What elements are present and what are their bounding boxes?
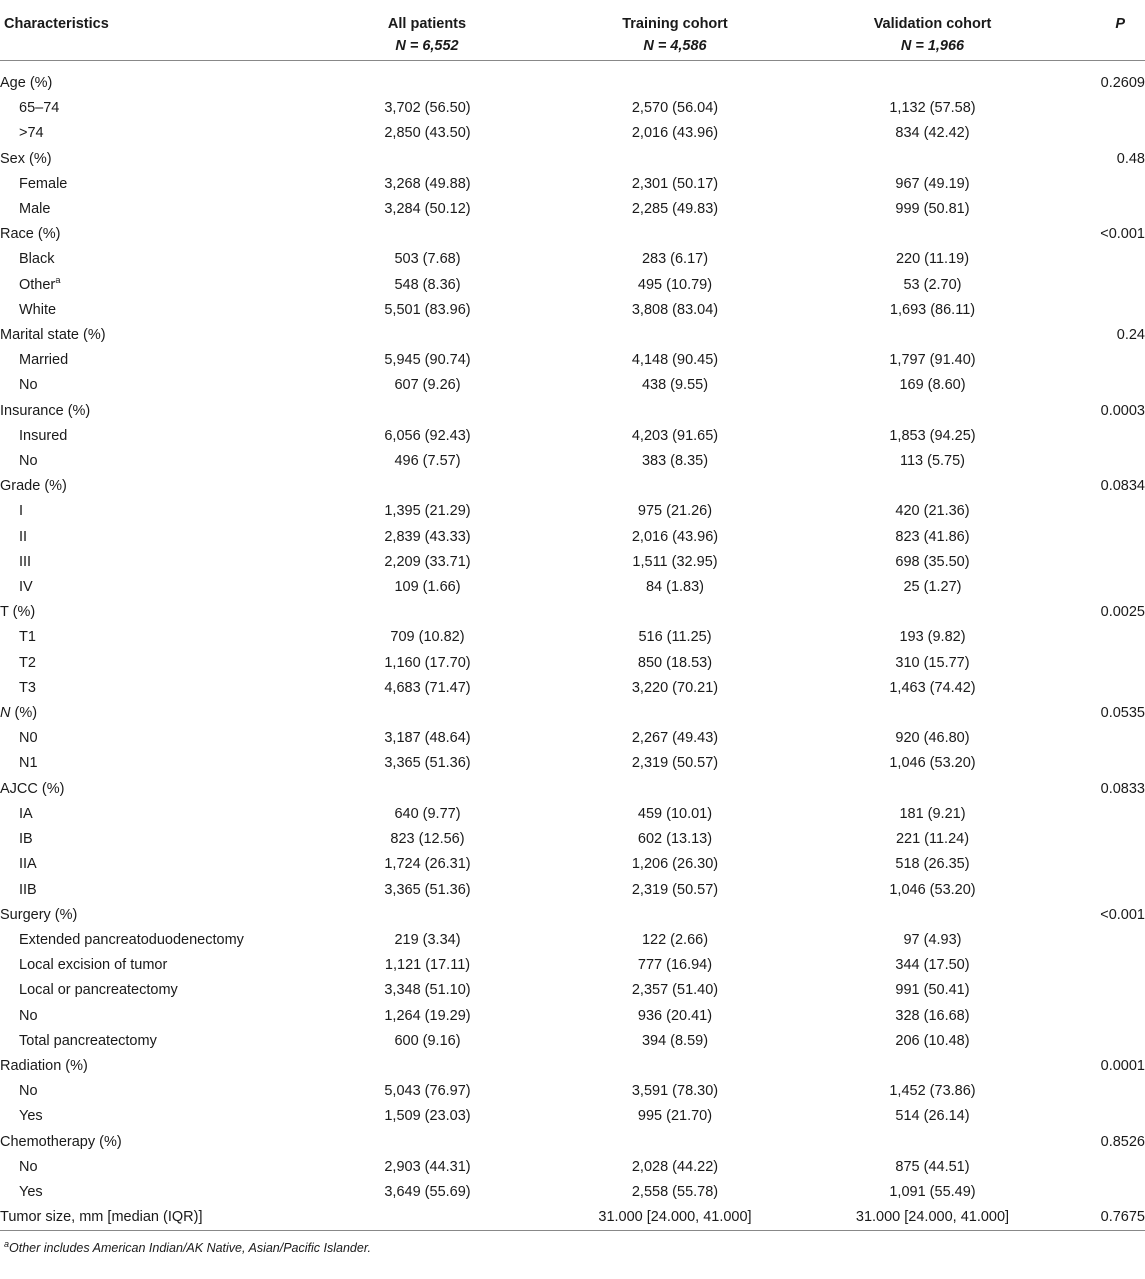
cell-p-value: 0.0833 bbox=[1100, 780, 1145, 797]
cell-training: 3,808 (83.04) bbox=[631, 301, 719, 318]
row-sublabel: II bbox=[19, 528, 28, 545]
row-sublabel: N1 bbox=[19, 755, 38, 772]
row-category-label: Surgery (%) bbox=[0, 906, 78, 923]
cell-all-patients: 548 (8.36) bbox=[394, 276, 461, 293]
row-sublabel: Extended pancreatoduodenectomy bbox=[19, 931, 244, 948]
cell-training: 383 (8.35) bbox=[641, 453, 709, 470]
cell-validation: 1,091 (55.49) bbox=[889, 1183, 976, 1200]
cell-validation: 31.000 [24.000, 41.000] bbox=[805, 1205, 1060, 1231]
row-sublabel: No bbox=[19, 1007, 38, 1024]
table-row bbox=[0, 298, 1145, 323]
cell-validation: 113 (5.75) bbox=[899, 453, 966, 470]
cell-validation bbox=[805, 600, 1060, 625]
cell-training: 283 (6.17) bbox=[641, 251, 709, 268]
row-sublabel: Yes bbox=[19, 1108, 43, 1125]
cell-validation: 999 (50.81) bbox=[895, 201, 970, 218]
cell-training: 4,203 (91.65) bbox=[631, 427, 719, 444]
row-sublabel: IV bbox=[19, 579, 33, 596]
cell-all-patients bbox=[310, 323, 545, 348]
cell-training bbox=[545, 600, 805, 625]
cell-all-patients: 607 (9.26) bbox=[394, 377, 461, 394]
cell-validation bbox=[805, 222, 1060, 247]
row-sublabel: White bbox=[19, 301, 57, 318]
cell-p-value bbox=[1060, 726, 1145, 751]
cell-training: 2,558 (55.78) bbox=[631, 1183, 719, 1200]
cell-validation: 53 (2.70) bbox=[903, 276, 962, 293]
cell-p-value bbox=[1060, 928, 1145, 953]
cell-p-value bbox=[1060, 298, 1145, 323]
cell-p-value: 0.48 bbox=[1116, 150, 1145, 167]
cell-p-value: 0.8526 bbox=[1100, 1133, 1145, 1150]
cell-training: 2,028 (44.22) bbox=[631, 1158, 719, 1175]
header-all-n: N = 6,552 bbox=[310, 32, 545, 61]
cell-training: 850 (18.53) bbox=[637, 654, 713, 671]
cell-all-patients bbox=[310, 147, 545, 172]
cell-all-patients: 219 (3.34) bbox=[394, 931, 461, 948]
cell-p-value bbox=[1060, 499, 1145, 524]
cell-validation: 1,463 (74.42) bbox=[889, 679, 976, 696]
cell-p-value bbox=[1060, 1004, 1145, 1029]
cell-training bbox=[545, 903, 805, 928]
row-sublabel: Other$^a$ bbox=[19, 274, 61, 293]
table-footnote bbox=[0, 1231, 1145, 1255]
row-sublabel: IB bbox=[19, 831, 33, 848]
table-body bbox=[0, 61, 1145, 1231]
table-row bbox=[0, 172, 1145, 197]
table-header bbox=[0, 0, 1145, 61]
table-row bbox=[0, 978, 1145, 1003]
cell-training: 394 (8.59) bbox=[641, 1032, 709, 1049]
row-category-label: AJCC (%) bbox=[0, 780, 65, 797]
cell-p-value: 0.0001 bbox=[1100, 1057, 1145, 1074]
cell-all-patients: 823 (12.56) bbox=[390, 831, 465, 848]
cell-training: 995 (21.70) bbox=[637, 1108, 713, 1125]
cell-validation: 518 (26.35) bbox=[895, 856, 970, 873]
cell-training: 602 (13.13) bbox=[637, 831, 713, 848]
cell-validation bbox=[805, 1054, 1060, 1079]
row-sublabel: Local excision of tumor bbox=[19, 957, 168, 974]
table-row bbox=[0, 928, 1145, 953]
cell-validation: 169 (8.60) bbox=[899, 377, 966, 394]
header-validation-cohort: Validation cohort bbox=[873, 16, 992, 32]
row-category-label: T (%) bbox=[0, 604, 36, 621]
cell-validation: 991 (50.41) bbox=[895, 982, 970, 999]
row-category-label: Grade (%) bbox=[0, 478, 67, 495]
cell-validation: 420 (21.36) bbox=[895, 503, 970, 520]
cell-validation: 1,132 (57.58) bbox=[889, 100, 976, 117]
cell-p-value: 0.0834 bbox=[1100, 478, 1145, 495]
cell-validation: 1,693 (86.11) bbox=[889, 301, 976, 318]
row-sublabel: No bbox=[19, 1158, 38, 1175]
footnote-text: Other includes American Indian/AK Native, Asian/Pacific Islander. bbox=[9, 1241, 371, 1256]
table-row bbox=[0, 550, 1145, 575]
table-row bbox=[0, 1054, 1145, 1079]
row-sublabel: Black bbox=[19, 251, 55, 268]
table-row bbox=[0, 802, 1145, 827]
cell-all-patients: 2,903 (44.31) bbox=[384, 1158, 471, 1175]
cell-training bbox=[545, 474, 805, 499]
header-training-n: N = 4,586 bbox=[545, 32, 805, 61]
cell-validation: 834 (42.42) bbox=[895, 125, 970, 142]
cell-p-value bbox=[1060, 676, 1145, 701]
cell-training: 438 (9.55) bbox=[641, 377, 709, 394]
cell-validation: 328 (16.68) bbox=[895, 1007, 970, 1024]
cell-training: 2,285 (49.83) bbox=[631, 201, 719, 218]
row-sublabel: IIB bbox=[19, 881, 37, 898]
cell-training bbox=[545, 399, 805, 424]
header-p-value: P bbox=[1115, 16, 1125, 32]
cell-all-patients bbox=[310, 600, 545, 625]
cell-all-patients bbox=[310, 1205, 545, 1231]
table-row bbox=[0, 121, 1145, 146]
table-row bbox=[0, 197, 1145, 222]
cell-all-patients: 2,850 (43.50) bbox=[384, 125, 471, 142]
cell-p-value bbox=[1060, 802, 1145, 827]
table-row bbox=[0, 247, 1145, 272]
table-row bbox=[0, 1004, 1145, 1029]
cell-training: 777 (16.94) bbox=[637, 957, 713, 974]
table-row bbox=[0, 348, 1145, 373]
cell-training: 495 (10.79) bbox=[637, 276, 713, 293]
cell-p-value bbox=[1060, 651, 1145, 676]
table-row bbox=[0, 651, 1145, 676]
cell-training: 2,016 (43.96) bbox=[631, 125, 719, 142]
row-category-label: Chemotherapy (%) bbox=[0, 1133, 122, 1150]
cell-training: 2,301 (50.17) bbox=[631, 175, 719, 192]
row-category-label: Insurance (%) bbox=[0, 402, 91, 419]
row-category-label: Radiation (%) bbox=[0, 1057, 88, 1074]
cell-all-patients: 3,649 (55.69) bbox=[384, 1183, 471, 1200]
row-sublabel: >74 bbox=[19, 125, 44, 142]
row-sublabel: Insured bbox=[19, 427, 68, 444]
cell-training: 2,319 (50.57) bbox=[631, 755, 719, 772]
table-row bbox=[0, 1155, 1145, 1180]
table-row bbox=[0, 373, 1145, 398]
table-row bbox=[0, 474, 1145, 499]
row-sublabel: No bbox=[19, 453, 38, 470]
table-row bbox=[0, 852, 1145, 877]
cell-p-value bbox=[1060, 625, 1145, 650]
cell-validation bbox=[805, 323, 1060, 348]
cell-all-patients: 3,702 (56.50) bbox=[384, 100, 471, 117]
cell-p-value bbox=[1060, 827, 1145, 852]
cell-validation bbox=[805, 147, 1060, 172]
cell-all-patients: 1,264 (19.29) bbox=[384, 1007, 471, 1024]
cell-p-value bbox=[1060, 1180, 1145, 1205]
cell-training: 2,267 (49.43) bbox=[631, 730, 719, 747]
row-sublabel: Total pancreatectomy bbox=[19, 1032, 157, 1049]
cell-p-value bbox=[1060, 348, 1145, 373]
cell-validation bbox=[805, 701, 1060, 726]
cell-all-patients: 496 (7.57) bbox=[394, 453, 461, 470]
row-sublabel: Male bbox=[19, 201, 51, 218]
cell-p-value bbox=[1060, 575, 1145, 600]
cell-validation: 823 (41.86) bbox=[895, 528, 970, 545]
cell-training bbox=[545, 71, 805, 96]
cell-validation: 920 (46.80) bbox=[895, 730, 970, 747]
cell-validation bbox=[805, 777, 1060, 802]
cell-p-value: <0.001 bbox=[1100, 906, 1145, 923]
table-row bbox=[0, 827, 1145, 852]
footnote-mark: a bbox=[4, 1239, 10, 1250]
cell-training: 2,016 (43.96) bbox=[631, 528, 719, 545]
table-row bbox=[0, 96, 1145, 121]
cell-all-patients: 1,724 (26.31) bbox=[384, 856, 471, 873]
cell-p-value bbox=[1060, 751, 1145, 776]
cell-p-value bbox=[1060, 1079, 1145, 1104]
row-sublabel: I bbox=[19, 503, 24, 520]
cell-validation: 310 (15.77) bbox=[895, 654, 970, 671]
cell-validation: 97 (4.93) bbox=[903, 931, 962, 948]
row-category-label: Age (%) bbox=[0, 75, 53, 91]
cell-training: 2,357 (51.40) bbox=[631, 982, 719, 999]
table-row bbox=[0, 777, 1145, 802]
cell-all-patients: 109 (1.66) bbox=[394, 579, 461, 596]
cell-all-patients: 3,365 (51.36) bbox=[384, 755, 471, 772]
header-characteristics: Characteristics bbox=[4, 16, 109, 32]
cell-validation: 25 (1.27) bbox=[903, 579, 962, 596]
cell-p-value: 0.0003 bbox=[1100, 402, 1145, 419]
cell-validation: 193 (9.82) bbox=[899, 629, 966, 646]
row-category-label: Sex (%) bbox=[0, 150, 52, 167]
cell-training bbox=[545, 222, 805, 247]
cell-all-patients: 2,209 (33.71) bbox=[384, 553, 471, 570]
table-row bbox=[0, 1180, 1145, 1205]
row-sublabel: Local or pancreatectomy bbox=[19, 982, 178, 999]
cell-validation: 1,046 (53.20) bbox=[889, 881, 976, 898]
row-sublabel: N0 bbox=[19, 730, 38, 747]
cell-all-patients: 6,056 (92.43) bbox=[384, 427, 471, 444]
cell-all-patients: 5,501 (83.96) bbox=[384, 301, 471, 318]
cell-training bbox=[545, 1054, 805, 1079]
cell-p-value: 0.0535 bbox=[1100, 705, 1145, 722]
cell-validation bbox=[805, 399, 1060, 424]
cell-p-value bbox=[1060, 96, 1145, 121]
cell-p-value bbox=[1060, 373, 1145, 398]
cell-all-patients bbox=[310, 701, 545, 726]
cell-p-value bbox=[1060, 525, 1145, 550]
table-row bbox=[0, 222, 1145, 247]
cell-all-patients: 1,395 (21.29) bbox=[384, 503, 471, 520]
cell-training bbox=[545, 701, 805, 726]
table-row bbox=[0, 600, 1145, 625]
table-row bbox=[0, 676, 1145, 701]
header-all-patients: All patients bbox=[387, 16, 467, 32]
cell-validation: 221 (11.24) bbox=[895, 831, 970, 848]
row-sublabel: Married bbox=[19, 352, 69, 369]
cell-all-patients: 4,683 (71.47) bbox=[384, 679, 471, 696]
cell-all-patients: 1,121 (17.11) bbox=[384, 957, 471, 974]
table-row bbox=[0, 399, 1145, 424]
cell-validation: 1,452 (73.86) bbox=[889, 1083, 976, 1100]
cell-p-value: 0.0025 bbox=[1100, 604, 1145, 621]
cell-p-value bbox=[1060, 273, 1145, 298]
cell-validation: 206 (10.48) bbox=[895, 1032, 970, 1049]
table-row bbox=[0, 751, 1145, 776]
cell-validation bbox=[805, 1130, 1060, 1155]
cell-all-patients: 5,043 (76.97) bbox=[384, 1083, 471, 1100]
table-row bbox=[0, 499, 1145, 524]
cell-training: 122 (2.66) bbox=[641, 931, 709, 948]
table-row bbox=[0, 273, 1145, 298]
cell-training: 2,570 (56.04) bbox=[631, 100, 719, 117]
cell-all-patients: 3,284 (50.12) bbox=[384, 201, 471, 218]
row-category-label: N (%) bbox=[0, 705, 38, 722]
footnote-marker: a bbox=[55, 274, 61, 286]
row-sublabel: IIA bbox=[19, 856, 37, 873]
row-sublabel: No bbox=[19, 377, 38, 394]
cell-p-value bbox=[1060, 1104, 1145, 1129]
row-sublabel: T2 bbox=[19, 654, 36, 671]
cell-training: 936 (20.41) bbox=[637, 1007, 713, 1024]
cell-p-value bbox=[1060, 172, 1145, 197]
table-row bbox=[0, 1029, 1145, 1054]
cell-all-patients: 1,509 (23.03) bbox=[384, 1108, 471, 1125]
cell-p-value bbox=[1060, 121, 1145, 146]
cell-p-value bbox=[1060, 1155, 1145, 1180]
cell-p-value bbox=[1060, 247, 1145, 272]
cell-validation bbox=[805, 474, 1060, 499]
table-row bbox=[0, 1104, 1145, 1129]
row-category-label: Tumor size, mm [median (IQR)] bbox=[0, 1205, 310, 1231]
table-row bbox=[0, 1079, 1145, 1104]
header-training-cohort: Training cohort bbox=[622, 16, 728, 32]
cell-all-patients bbox=[310, 1054, 545, 1079]
cell-training: 3,591 (78.30) bbox=[631, 1083, 719, 1100]
cell-all-patients bbox=[310, 399, 545, 424]
cell-all-patients: 2,839 (43.33) bbox=[384, 528, 471, 545]
cell-training: 459 (10.01) bbox=[637, 805, 713, 822]
table-row bbox=[0, 575, 1145, 600]
cell-validation: 1,797 (91.40) bbox=[889, 352, 976, 369]
row-category-label: Marital state (%) bbox=[0, 327, 106, 344]
cell-training: 3,220 (70.21) bbox=[631, 679, 719, 696]
cell-validation: 514 (26.14) bbox=[895, 1108, 970, 1125]
table-row bbox=[0, 726, 1145, 751]
cell-p-value: 0.7675 bbox=[1060, 1205, 1145, 1231]
cell-training: 31.000 [24.000, 41.000] bbox=[545, 1205, 805, 1231]
table-row bbox=[0, 903, 1145, 928]
header-validation-n: N = 1,966 bbox=[805, 32, 1060, 61]
cell-all-patients: 1,160 (17.70) bbox=[384, 654, 471, 671]
cell-all-patients: 5,945 (90.74) bbox=[384, 352, 471, 369]
cell-training: 1,511 (32.95) bbox=[632, 553, 718, 570]
cell-validation: 1,046 (53.20) bbox=[889, 755, 976, 772]
cell-p-value bbox=[1060, 197, 1145, 222]
row-sublabel: 65–74 bbox=[19, 100, 60, 117]
cell-training bbox=[545, 323, 805, 348]
row-category-label: Race (%) bbox=[0, 226, 61, 243]
table-row bbox=[0, 701, 1145, 726]
cell-validation: 181 (9.21) bbox=[899, 805, 966, 822]
cell-p-value bbox=[1060, 878, 1145, 903]
row-sublabel: No bbox=[19, 1083, 38, 1100]
header-blank bbox=[0, 32, 310, 61]
cell-all-patients: 3,187 (48.64) bbox=[384, 730, 471, 747]
cell-validation bbox=[805, 903, 1060, 928]
cell-training bbox=[545, 147, 805, 172]
table-row bbox=[0, 1205, 1145, 1231]
cell-p-value bbox=[1060, 424, 1145, 449]
cell-p-value: <0.001 bbox=[1100, 226, 1145, 243]
row-sublabel: T1 bbox=[19, 629, 36, 646]
cell-training: 2,319 (50.57) bbox=[631, 881, 719, 898]
cell-all-patients bbox=[310, 222, 545, 247]
cell-training: 1,206 (26.30) bbox=[631, 856, 719, 873]
cell-all-patients bbox=[310, 71, 545, 96]
cell-p-value: 0.24 bbox=[1116, 327, 1145, 344]
cell-all-patients: 3,268 (49.88) bbox=[384, 175, 471, 192]
table-row bbox=[0, 1130, 1145, 1155]
cell-p-value bbox=[1060, 852, 1145, 877]
cell-training: 516 (11.25) bbox=[638, 629, 712, 646]
table-row bbox=[0, 449, 1145, 474]
cell-p-value: 0.2609 bbox=[1100, 75, 1145, 91]
cell-p-value bbox=[1060, 550, 1145, 575]
cell-validation: 698 (35.50) bbox=[895, 553, 970, 570]
cell-training: 975 (21.26) bbox=[637, 503, 713, 520]
cell-training bbox=[545, 777, 805, 802]
cell-validation: 967 (49.19) bbox=[895, 175, 970, 192]
cell-p-value bbox=[1060, 953, 1145, 978]
cell-training bbox=[545, 1130, 805, 1155]
row-sublabel: III bbox=[19, 553, 32, 570]
row-sublabel: Yes bbox=[19, 1183, 43, 1200]
cell-p-value bbox=[1060, 1029, 1145, 1054]
table-row bbox=[0, 525, 1145, 550]
table-row bbox=[0, 147, 1145, 172]
cell-all-patients bbox=[310, 903, 545, 928]
cell-all-patients: 600 (9.16) bbox=[394, 1032, 461, 1049]
cell-all-patients: 503 (7.68) bbox=[394, 251, 461, 268]
cell-all-patients bbox=[310, 777, 545, 802]
cell-all-patients bbox=[310, 1130, 545, 1155]
table-row bbox=[0, 625, 1145, 650]
table-row bbox=[0, 878, 1145, 903]
cell-all-patients: 640 (9.77) bbox=[394, 805, 461, 822]
row-sublabel: IA bbox=[19, 805, 33, 822]
table-row bbox=[0, 323, 1145, 348]
cell-p-value bbox=[1060, 978, 1145, 1003]
cell-training: 4,148 (90.45) bbox=[631, 352, 719, 369]
cell-training: 84 (1.83) bbox=[645, 579, 705, 596]
row-sublabel: T3 bbox=[19, 679, 36, 696]
header-blank-p bbox=[1060, 32, 1145, 61]
cell-all-patients: 709 (10.82) bbox=[390, 629, 465, 646]
cell-all-patients: 3,365 (51.36) bbox=[384, 881, 471, 898]
cell-validation: 344 (17.50) bbox=[895, 957, 970, 974]
cell-validation: 1,853 (94.25) bbox=[889, 427, 976, 444]
row-sublabel: Female bbox=[19, 175, 68, 192]
cell-validation: 875 (44.51) bbox=[895, 1158, 970, 1175]
cell-validation bbox=[805, 71, 1060, 96]
cell-validation: 220 (11.19) bbox=[895, 251, 970, 268]
table-row bbox=[0, 71, 1145, 96]
cell-all-patients: 3,348 (51.10) bbox=[384, 982, 471, 999]
table-row bbox=[0, 424, 1145, 449]
cell-all-patients bbox=[310, 474, 545, 499]
table-row bbox=[0, 953, 1145, 978]
cell-p-value bbox=[1060, 449, 1145, 474]
